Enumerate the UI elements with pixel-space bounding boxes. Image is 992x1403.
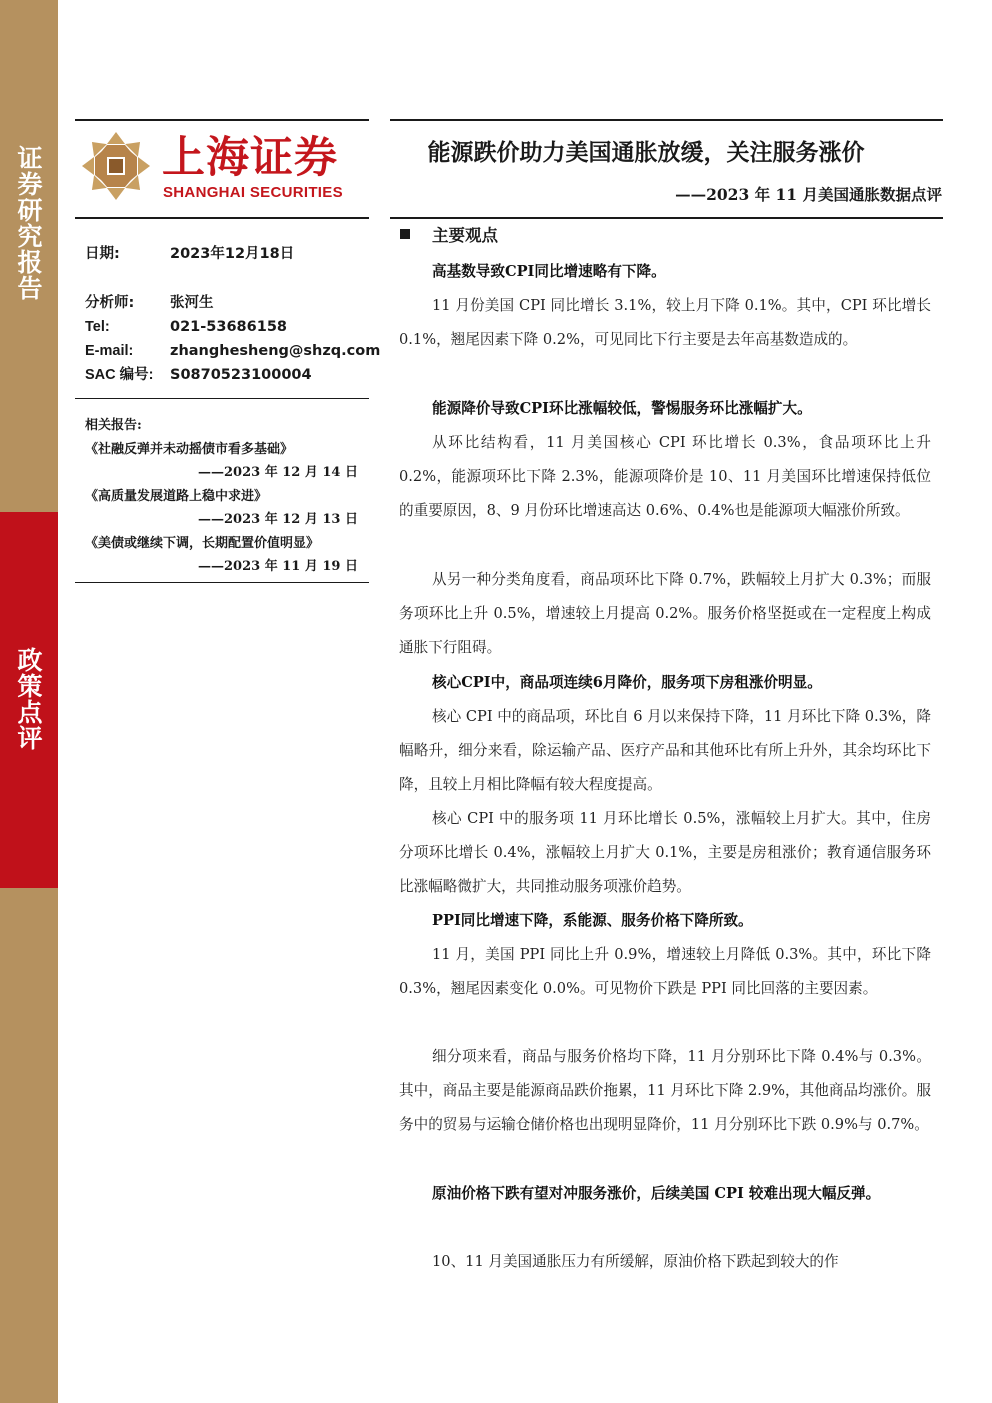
key-point-heading: 能源降价导致CPI环比涨幅较低，警惕服务环比涨幅扩大。 bbox=[432, 400, 812, 417]
key-point-heading: 高基数导致CPI同比增速略有下降。 bbox=[432, 263, 666, 280]
related-rule-bottom bbox=[75, 582, 369, 583]
header-rule-left-bottom bbox=[75, 217, 369, 219]
email-label: E-mail: bbox=[85, 343, 134, 359]
square-bullet-icon bbox=[400, 229, 410, 239]
report-subtitle: ——2023 年 11 月美国通胀数据点评 bbox=[675, 185, 942, 204]
body-paragraph: 核心 CPI 中的商品项，环比自 6 月以来保持下降，11 月环比下降 0.3%，降幅略升，细分来看，除运输产品、医疗产品和其他环比有所上升外，其余均环比下降，且较上月相比降幅有较大程度提高。 bbox=[399, 708, 931, 794]
related-report-date: ——2023 年 12 月 14 日 bbox=[198, 465, 358, 480]
main-points-heading bbox=[400, 224, 498, 248]
email-value[interactable]: zhanghesheng@shzq.com bbox=[170, 343, 381, 359]
related-report-title[interactable]: 《美债或继续下调，长期配置价值明显》 bbox=[85, 536, 320, 551]
body-paragraph: 核心 CPI 中的服务项 11 月环比增长 0.5%，涨幅较上月扩大。其中，住房分项环比增长 0.4%，涨幅较上月扩大 0.1%，主要是房租涨价；教育通信服务环比涨幅略微扩大，共同推动服务项涨价趋势。 bbox=[399, 810, 931, 896]
related-report-title[interactable]: 《高质量发展道路上稳中求进》 bbox=[85, 489, 268, 504]
key-point-heading: PPI同比增速下降，系能源、服务价格下降所致。 bbox=[432, 912, 753, 929]
main-points-title: 主要观点 bbox=[432, 226, 498, 245]
date-value: 2023年12月18日 bbox=[170, 246, 295, 262]
body-paragraph: 10、11 月美国通胀压力有所缓解，原油价格下跌起到较大的作 bbox=[432, 1253, 839, 1270]
report-title: 能源跌价助力美国通胀放缓，关注服务涨价 bbox=[427, 139, 865, 166]
key-point-heading: 原油价格下跌有望对冲服务涨价，后续美国 CPI 较难出现大幅反弹。 bbox=[432, 1185, 881, 1202]
body-paragraph: 细分项来看，商品与服务价格均下降，11 月分别环比下降 0.4%与 0.3%。其中，商品主要是能源商品跌价拖累，11 月环比下降 2.9%，其他商品均涨价。服务中的贸易与运输仓储价格也出现明显降价，11 月分别环比下跌 0.9%与 0.7%。 bbox=[399, 1048, 931, 1134]
tel-value: 021-53686158 bbox=[170, 319, 287, 335]
related-rule-top bbox=[75, 398, 369, 399]
sac-value: S0870523100004 bbox=[170, 367, 312, 383]
header-rule-right-top bbox=[390, 119, 943, 121]
sac-label: SAC 编号: bbox=[85, 367, 154, 383]
body-paragraph: 11 月份美国 CPI 同比增长 3.1%，较上月下降 0.1%。其中，CPI 环比增长 0.1%，翘尾因素下降 0.2%，可见同比下行主要是去年高基数造成的。 bbox=[399, 297, 931, 349]
analyst-name: 张河生 bbox=[170, 295, 214, 311]
header-rule-right-bottom bbox=[390, 217, 943, 219]
related-report-date: ——2023 年 12 月 13 日 bbox=[198, 512, 358, 527]
company-logo-chinese: 上海证券 bbox=[162, 133, 338, 183]
company-logo-icon bbox=[80, 130, 152, 202]
report-type-label: 证券研究报告 bbox=[17, 144, 43, 303]
date-label: 日期: bbox=[85, 246, 120, 262]
related-reports-heading: 相关报告: bbox=[85, 418, 142, 433]
body-paragraph: 11 月，美国 PPI 同比上升 0.9%，增速较上月降低 0.3%。其中，环比下降 0.3%，翘尾因素变化 0.0%。可见物价下跌是 PPI 同比回落的主要因素。 bbox=[399, 946, 931, 998]
analyst-label: 分析师: bbox=[85, 295, 135, 311]
company-logo-english: SHANGHAI SECURITIES bbox=[163, 184, 343, 201]
related-report-title[interactable]: 《社融反弹并未动摇债市看多基础》 bbox=[85, 442, 294, 457]
key-point-heading: 核心CPI中，商品项连续6月降价，服务项下房租涨价明显。 bbox=[432, 674, 822, 691]
body-paragraph: 从另一种分类角度看，商品项环比下降 0.7%，跌幅较上月扩大 0.3%；而服务项环比上升 0.5%，增速较上月提高 0.2%。服务价格坚挺或在一定程度上构成通胀下行阻碍。 bbox=[399, 571, 931, 657]
report-category-label: 政策点评 bbox=[17, 646, 43, 753]
tel-label: Tel: bbox=[85, 319, 110, 335]
body-paragraph: 从环比结构看，11 月美国核心 CPI 环比增长 0.3%，食品项环比上升 0.2%，能源项环比下降 2.3%，能源项降价是 10、11 月美国环比增速保持低位的重要原因，8、9 月份环比增速高达 0.6%、0.4%也是能源项大幅涨价所致。 bbox=[399, 434, 931, 520]
header-rule-left-top bbox=[75, 119, 369, 121]
related-report-date: ——2023 年 11 月 19 日 bbox=[198, 559, 358, 574]
